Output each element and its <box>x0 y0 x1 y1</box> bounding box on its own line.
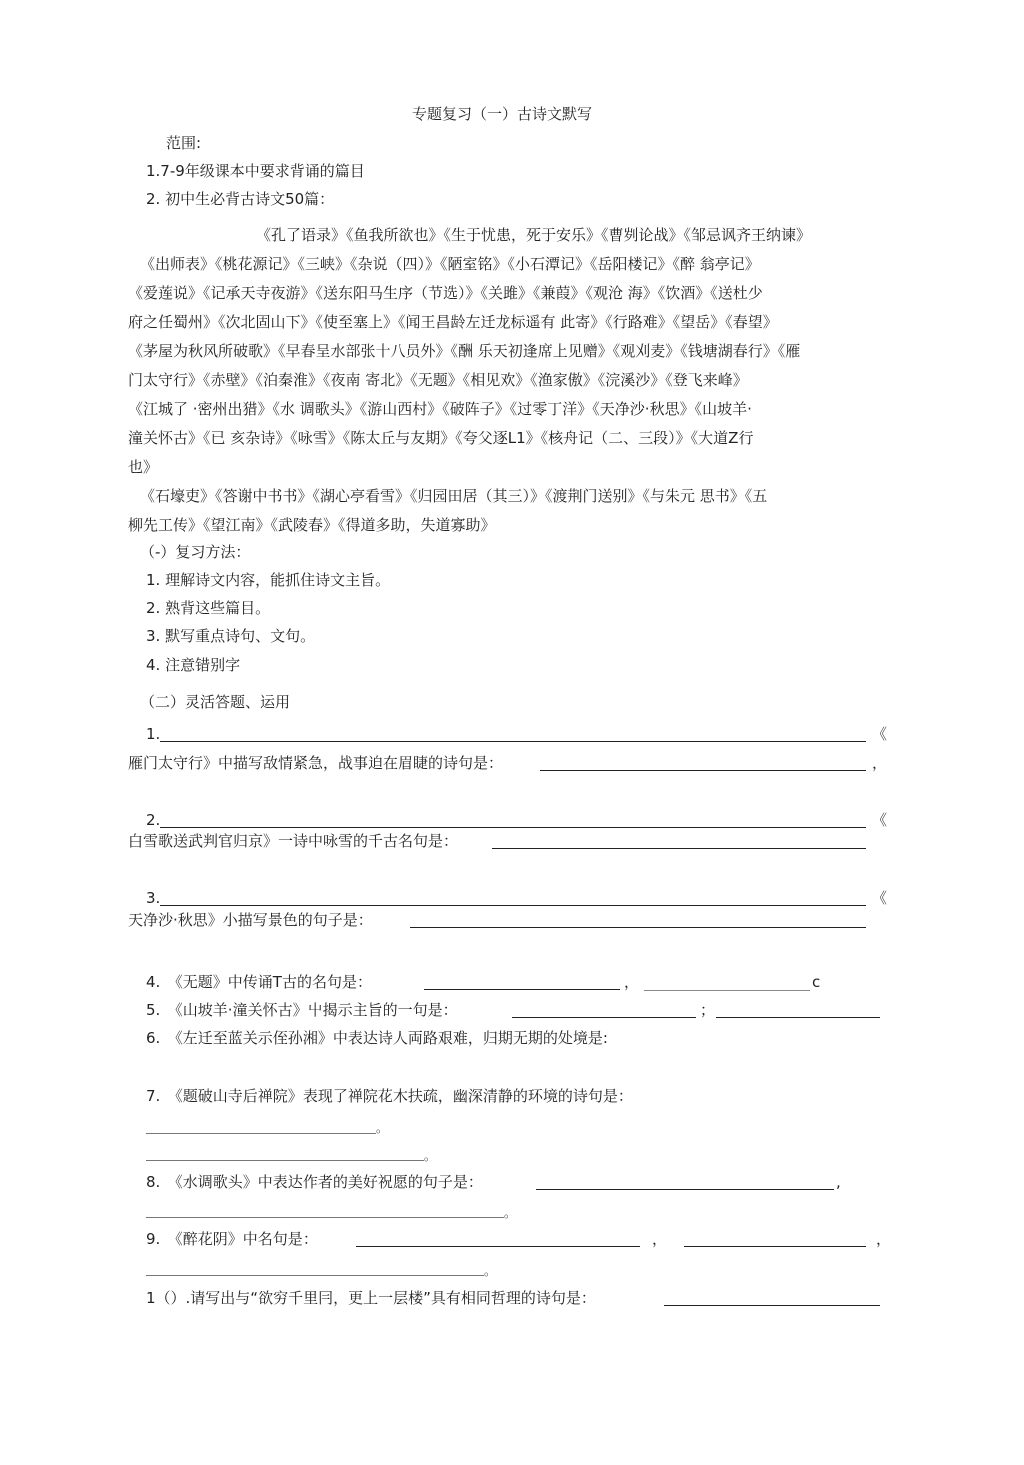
q8-answer-blank-a[interactable] <box>536 1189 834 1190</box>
catalog-line: 府之任蜀州》《次北固山下》《使至塞上》《闻王昌龄左迁龙标遥有 此寄》《行路难》《望岳》《春望》 <box>128 313 778 331</box>
q3-text: 天净沙·秋思》小描写景色的句子是： <box>128 911 373 929</box>
q9-sep: ， <box>652 1230 668 1248</box>
q4-sep: ， <box>624 973 640 991</box>
q1-bracket: 《 <box>872 725 888 743</box>
catalog-line: 柳先工传》《望江南》《武陵春》《得道多助，失道寡助》 <box>128 516 496 534</box>
q1-answer-blank-a[interactable] <box>160 741 866 742</box>
page-title: 专题复习（一）古诗文默写 <box>412 105 593 123</box>
q8-end-b: 。 <box>504 1206 517 1220</box>
q6-text: 6. 《左迁至蓝关示侄孙湘》中表达诗人両路艰难，归期无期的处境是: <box>146 1029 608 1047</box>
q2-number: 2. <box>146 811 161 829</box>
method-item: 4. 注意错别字 <box>146 656 241 674</box>
q8-text: 8. 《水调歌头》中表达作者的美好祝愿的句子是： <box>146 1173 483 1191</box>
q1-answer-blank-b[interactable] <box>540 770 866 771</box>
q10-answer-blank[interactable] <box>664 1305 880 1306</box>
catalog-line: 门太守行》《赤壁》《泊秦淮》《夜南 寄北》《无题》《相见欢》《渔家傲》《浣溪沙》《登飞来峰》 <box>128 371 748 389</box>
q2-answer-blank-b[interactable] <box>492 848 866 849</box>
q4-answer-blank-a[interactable] <box>424 989 620 990</box>
q2-text: 白雪歌送武判官归京》一诗中咏雪的千古名句是： <box>128 832 459 850</box>
q8-end-a: , <box>836 1173 841 1191</box>
catalog-line: 《江城了 ·密州出猎》《水 调歌头》《游山西村》《破阵子》《过零丁洋》《天净沙·秋思》《山坡羊· <box>128 400 752 418</box>
q7-end-b: 。 <box>424 1149 437 1163</box>
q5-answer-blank-b[interactable] <box>716 1017 880 1018</box>
scope-label: 范围: <box>166 134 202 152</box>
q5-sep: ； <box>700 1001 716 1019</box>
catalog-line: 《茅屋为秋风所破歌》《早春呈水部张十八员外》《酬 乐天初逢席上见赠》《观刈麦》《钱塘湖春行》《雁 <box>128 342 801 360</box>
q3-answer-blank-b[interactable] <box>410 927 866 928</box>
q4-text: 4. 《无题》中传诵T古的名句是： <box>146 973 372 991</box>
q10-text: 1（）.请写出与“欲穷千里冃，更上一层楼”具有相同哲理的诗句是： <box>146 1289 596 1307</box>
q7-answer-blank-a[interactable] <box>146 1133 376 1134</box>
q1-number: 1. <box>146 725 161 743</box>
q9-answer-blank-c[interactable] <box>146 1275 484 1276</box>
catalog-line: 《爱莲说》《记承天寺夜游》《送东阳马生序（节选）》《关雎》《兼葭》《观沧 海》《饮酒》《送杜少 <box>128 284 763 302</box>
catalog-line: 也》 <box>128 458 159 476</box>
catalog-line: 潼关怀古》《已 亥杂诗》《咏雪》《陈太丘与友期》《夸父逐L1》《核舟记（二、三段）》《大道Z行 <box>128 429 754 447</box>
q1-text: 雁门太守行》中描写敌情紧急，战事迫在眉睫的诗句是： <box>128 754 504 772</box>
q1-end: ， <box>872 754 888 772</box>
method-item: 1. 理解诗文内容，能抓住诗文主旨。 <box>146 571 391 589</box>
method-item: 2. 熟背这些篇目。 <box>146 599 271 617</box>
q3-number: 3. <box>146 889 161 907</box>
q9-text: 9. 《醉花阴》中名句是： <box>146 1230 318 1248</box>
q7-text: 7. 《题破山寺后禅院》表现了禅院花木扶疏，幽深清静的环境的诗句是： <box>146 1087 633 1105</box>
q2-bracket: 《 <box>872 811 888 829</box>
q7-answer-blank-b[interactable] <box>146 1160 424 1161</box>
section2-heading: （二）灵活答题、运用 <box>140 693 291 711</box>
q5-text: 5. 《山坡羊·潼关怀古》屮揭示主旨的一句是： <box>146 1001 458 1019</box>
catalog-line: 《孔了语录》《鱼我所欲也》《生于忧患，死于安乐》《曹刿论战》《邹忌讽齐王纳谏》 <box>256 226 812 244</box>
catalog-line: 《出师表》《桃花源记》《三峡》《杂说（四）》《陋室铭》《小石潭记》《岳阳楼记》《醉 翁亭记》 <box>140 255 760 273</box>
q9-answer-blank-a[interactable] <box>356 1246 640 1247</box>
q9-answer-blank-b[interactable] <box>684 1246 866 1247</box>
q9-end-a: ， <box>876 1230 892 1248</box>
method-item: 3. 默写重点诗句、文句。 <box>146 627 316 645</box>
scope-item-1: 1.7-9年级课本中要求背诵的篇目 <box>146 162 365 180</box>
q4-answer-blank-b[interactable] <box>644 990 810 991</box>
q3-bracket: 《 <box>872 889 888 907</box>
q7-end-a: 。 <box>376 1121 389 1135</box>
catalog-line: 《石壕吏》《答谢中书书》《湖心亭看雪》《归园田居（其三）》《渡荆门送别》《与朱元 思书》《五 <box>140 487 768 505</box>
scope-item-2: 2. 初中生必背古诗文50篇： <box>146 190 335 208</box>
q9-end-b: 。 <box>484 1264 497 1278</box>
q5-answer-blank-a[interactable] <box>512 1017 696 1018</box>
methods-heading: （-）复习方法： <box>140 543 251 561</box>
q2-answer-blank-a[interactable] <box>160 827 866 828</box>
q4-end: c <box>812 973 821 991</box>
q3-answer-blank-a[interactable] <box>160 905 866 906</box>
q8-answer-blank-b[interactable] <box>146 1217 504 1218</box>
